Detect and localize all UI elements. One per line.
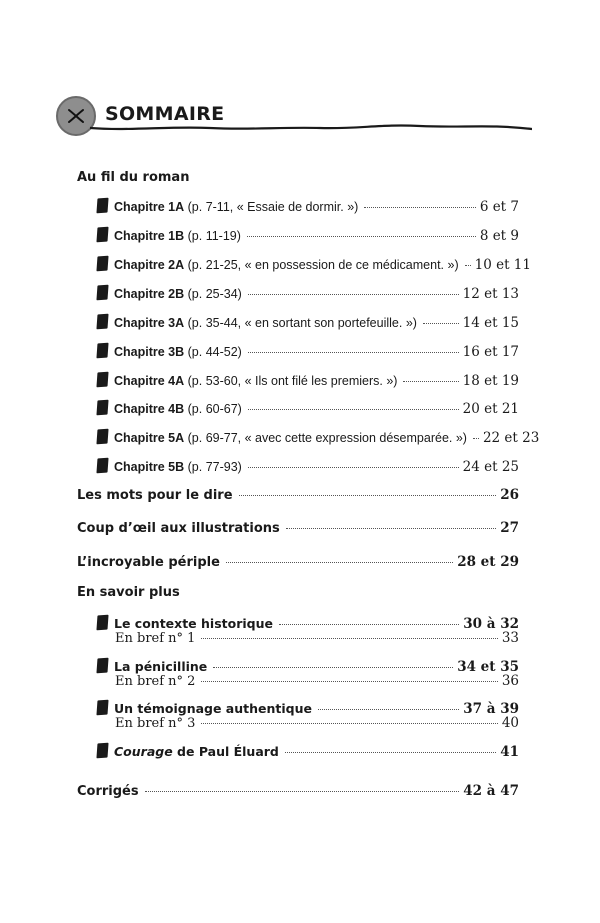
toc-entry-chapitre-2a[interactable]: Chapitre 2A (p. 21-25, « en possession de ce médicament. ») 10 et 11	[97, 254, 519, 273]
book-icon	[96, 343, 108, 359]
toc-entry-corriges[interactable]: Corrigés 42 à 47	[77, 783, 519, 799]
page-title: SOMMAIRE	[105, 103, 225, 125]
book-icon	[96, 615, 108, 631]
toc-entry-penicilline[interactable]: La pénicilline 34 et 35	[97, 656, 519, 675]
book-icon	[96, 198, 108, 214]
book-icon	[96, 314, 108, 330]
header-underline-swoosh	[90, 114, 532, 134]
toc-entry-chapitre-1b[interactable]: Chapitre 1B (p. 11-19) 8 et 9	[97, 225, 519, 244]
crossed-arrows-icon	[66, 106, 86, 126]
toc-entry-periple[interactable]: L’incroyable périple 28 et 29	[77, 554, 519, 570]
toc-entry-chapitre-4b[interactable]: Chapitre 4B (p. 60-67) 20 et 21	[97, 398, 519, 417]
section-heading-en-savoir-plus: En savoir plus	[77, 585, 180, 600]
book-icon	[96, 285, 108, 301]
book-icon	[96, 227, 108, 243]
toc-entry-chapitre-5b[interactable]: Chapitre 5B (p. 77-93) 24 et 25	[97, 456, 519, 475]
toc-entry-temoignage[interactable]: Un témoignage authentique 37 à 39	[97, 698, 519, 717]
book-icon	[96, 658, 108, 674]
toc-entry-chapitre-2b[interactable]: Chapitre 2B (p. 25-34) 12 et 13	[97, 283, 519, 302]
toc-entry-chapitre-4a[interactable]: Chapitre 4A (p. 53-60, « Ils ont filé les premiers. ») 18 et 19	[97, 370, 519, 389]
book-icon	[96, 372, 108, 388]
book-icon	[96, 458, 108, 474]
sommaire-header	[56, 96, 531, 140]
toc-entry-contexte-historique[interactable]: Le contexte historique 30 à 32	[97, 613, 519, 632]
book-icon	[96, 429, 108, 445]
book-icon	[96, 743, 108, 759]
section-heading-au-fil: Au fil du roman	[77, 170, 190, 185]
toc-entry-en-bref-2[interactable]: En bref n° 2 36	[115, 673, 519, 689]
toc-entry-courage[interactable]: Courage de Paul Éluard 41	[97, 741, 519, 760]
toc-entry-chapitre-1a[interactable]: Chapitre 1A (p. 7-11, « Essaie de dormir. ») 6 et 7	[97, 196, 519, 215]
book-icon	[96, 400, 108, 416]
toc-entry-mots[interactable]: Les mots pour le dire 26	[77, 487, 519, 503]
toc-entry-illustrations[interactable]: Coup d’œil aux illustrations 27	[77, 520, 519, 536]
toc-entry-chapitre-5a[interactable]: Chapitre 5A (p. 69-77, « avec cette expression désemparée. ») 22 et 23	[97, 427, 519, 446]
toc-entry-chapitre-3a[interactable]: Chapitre 3A (p. 35-44, « en sortant son portefeuille. ») 14 et 15	[97, 312, 519, 331]
toc-entry-chapitre-3b[interactable]: Chapitre 3B (p. 44-52) 16 et 17	[97, 341, 519, 360]
book-icon	[96, 700, 108, 716]
toc-entry-en-bref-3[interactable]: En bref n° 3 40	[115, 715, 519, 731]
toc-entry-en-bref-1[interactable]: En bref n° 1 33	[115, 630, 519, 646]
book-icon	[96, 256, 108, 272]
